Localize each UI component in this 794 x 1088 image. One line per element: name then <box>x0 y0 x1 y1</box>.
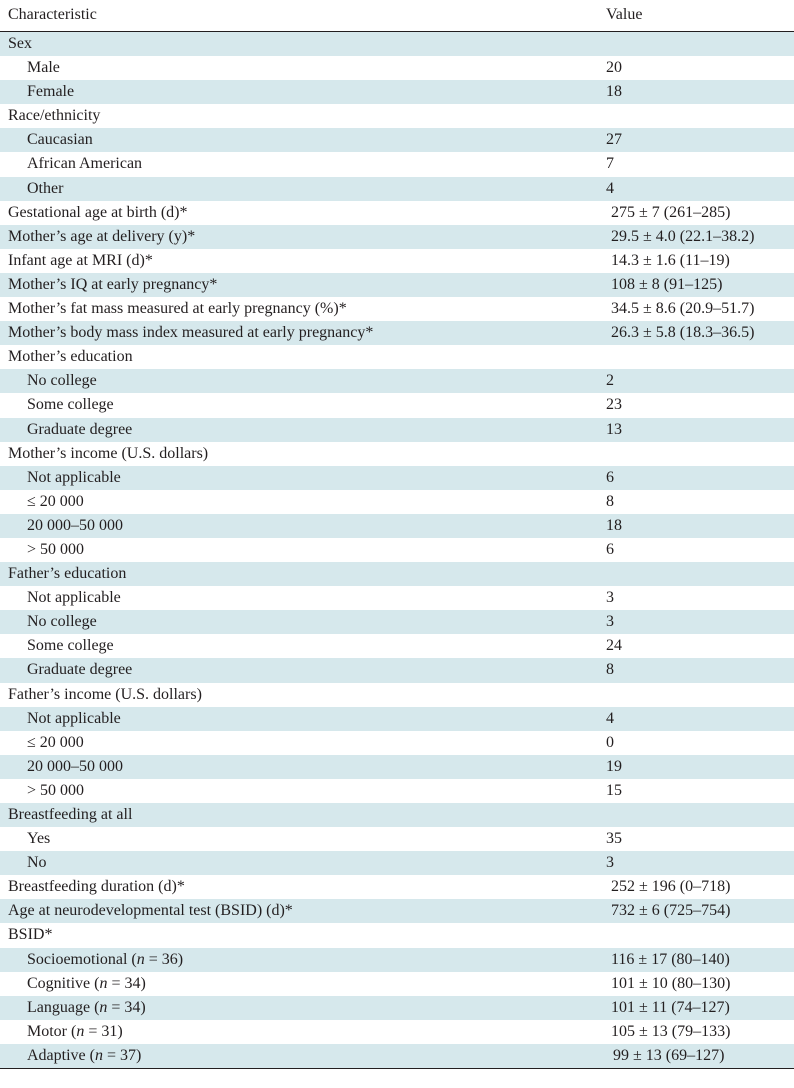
table-row <box>0 634 794 658</box>
row-label: BSID* <box>8 926 53 944</box>
row-value: 252 ± 196 (0–718) <box>611 878 731 896</box>
row-value: 7 <box>606 155 614 173</box>
row-value: 0 <box>606 733 614 751</box>
table-row <box>0 345 794 369</box>
table-row <box>0 177 794 201</box>
table-row <box>0 610 794 634</box>
row-label: > 50 000 <box>27 781 85 799</box>
table-body <box>0 32 794 1068</box>
row-label: Infant age at MRI (d)* <box>8 251 153 269</box>
row-value: 3 <box>606 613 614 631</box>
row-value: 14.3 ± 1.6 (11–19) <box>611 251 730 269</box>
table-row <box>0 273 794 297</box>
table-row <box>0 466 794 490</box>
row-label: Some college <box>27 637 114 655</box>
table-row <box>0 562 794 586</box>
row-value: 24 <box>606 637 622 655</box>
row-label: Mother’s age at delivery (y)* <box>8 227 196 245</box>
row-value: 19 <box>606 757 622 775</box>
row-value: 34.5 ± 8.6 (20.9–51.7) <box>611 300 755 318</box>
row-value: 105 ± 13 (79–133) <box>611 1022 731 1040</box>
row-label: Yes <box>27 830 51 848</box>
table-row <box>0 707 794 731</box>
row-value: 35 <box>606 830 622 848</box>
table-row <box>0 948 794 972</box>
table-row <box>0 899 794 923</box>
row-value: 18 <box>606 516 622 534</box>
row-value: 3 <box>606 589 614 607</box>
row-label: Sex <box>8 35 32 52</box>
table-row <box>0 996 794 1020</box>
table-row <box>0 369 794 393</box>
row-value: 26.3 ± 5.8 (18.3–36.5) <box>611 324 755 342</box>
row-value: 15 <box>606 781 622 799</box>
table-row <box>0 827 794 851</box>
table-row <box>0 1044 794 1068</box>
row-value: 18 <box>606 83 622 101</box>
row-label: Other <box>27 179 64 197</box>
row-value: 23 <box>606 396 622 414</box>
table-row <box>0 490 794 514</box>
row-label: Motor (n = 31) <box>27 1022 123 1040</box>
table-row <box>0 538 794 562</box>
table-row <box>0 152 794 176</box>
table-row <box>0 321 794 345</box>
row-label: Mother’s education <box>8 348 133 366</box>
table-row <box>0 56 794 80</box>
row-label: No <box>27 854 47 872</box>
row-value: 20 <box>606 59 622 77</box>
row-value: 2 <box>606 372 614 390</box>
row-label: Breastfeeding duration (d)* <box>8 878 185 896</box>
table-row <box>0 803 794 827</box>
table-row <box>0 923 794 947</box>
header-value: Value <box>606 6 643 23</box>
row-label: Breastfeeding at all <box>8 806 133 823</box>
row-label: Language (n = 34) <box>27 998 146 1016</box>
table-row <box>0 755 794 779</box>
row-label: Mother’s income (U.S. dollars) <box>8 444 209 462</box>
table-row <box>0 875 794 899</box>
row-value: 29.5 ± 4.0 (22.1–38.2) <box>611 227 755 245</box>
row-label: ≤ 20 000 <box>27 733 84 751</box>
row-label: Caucasian <box>27 131 93 149</box>
table-row <box>0 104 794 128</box>
row-label: Age at neurodevelopmental test (BSID) (d)* <box>8 902 293 920</box>
row-label: Not applicable <box>27 589 121 607</box>
row-label: Socioemotional (n = 36) <box>27 950 184 968</box>
table-row <box>0 80 794 104</box>
row-value: 101 ± 10 (80–130) <box>611 974 731 992</box>
row-label: Some college <box>27 396 114 414</box>
row-label: Cognitive (n = 34) <box>27 974 146 992</box>
row-label: Mother’s body mass index measured at early pregnancy* <box>8 324 374 342</box>
row-value: 116 ± 17 (80–140) <box>611 950 730 968</box>
table-row <box>0 972 794 996</box>
row-label: Father’s income (U.S. dollars) <box>8 685 202 703</box>
row-label: > 50 000 <box>27 540 85 558</box>
row-value: 13 <box>606 420 622 438</box>
row-value: 6 <box>606 468 614 486</box>
row-label: Race/ethnicity <box>8 107 101 125</box>
row-label: No college <box>27 372 97 390</box>
table-row <box>0 297 794 321</box>
row-label: Adaptive (n = 37) <box>27 1046 142 1064</box>
row-label: Male <box>27 59 60 77</box>
table-row <box>0 442 794 466</box>
table-row <box>0 128 794 152</box>
table-row <box>0 731 794 755</box>
row-label: ≤ 20 000 <box>27 492 84 510</box>
row-value: 8 <box>606 661 614 679</box>
table-bottom-rule <box>0 1068 794 1069</box>
table-row <box>0 393 794 417</box>
table-row <box>0 32 794 56</box>
row-value: 6 <box>606 540 614 558</box>
table-row <box>0 201 794 225</box>
row-value: 3 <box>606 854 614 872</box>
row-label: 20 000–50 000 <box>27 516 123 534</box>
row-value: 732 ± 6 (725–754) <box>611 902 731 920</box>
table-row <box>0 658 794 682</box>
row-label: Graduate degree <box>27 420 133 438</box>
table-row <box>0 514 794 538</box>
row-label: No college <box>27 613 97 631</box>
table-row <box>0 249 794 273</box>
row-label: Female <box>27 83 75 101</box>
row-label: Not applicable <box>27 468 121 486</box>
table-row <box>0 851 794 875</box>
table-row <box>0 1020 794 1044</box>
header-characteristic: Characteristic <box>8 6 97 23</box>
row-label: Mother’s IQ at early pregnancy* <box>8 275 218 293</box>
row-value: 8 <box>606 492 614 510</box>
table-row <box>0 586 794 610</box>
table-row <box>0 418 794 442</box>
row-value: 4 <box>606 179 614 197</box>
row-value: 101 ± 11 (74–127) <box>611 998 730 1016</box>
table-row <box>0 683 794 707</box>
row-label: Gestational age at birth (d)* <box>8 203 188 221</box>
row-value: 275 ± 7 (261–285) <box>611 203 731 221</box>
row-value: 27 <box>606 131 622 149</box>
row-value: 108 ± 8 (91–125) <box>611 275 723 293</box>
table-row <box>0 779 794 803</box>
table-row <box>0 225 794 249</box>
row-label: 20 000–50 000 <box>27 757 123 775</box>
row-label: Graduate degree <box>27 661 133 679</box>
row-label: Not applicable <box>27 709 121 727</box>
row-label: Father’s education <box>8 565 127 583</box>
row-value: 4 <box>606 709 614 727</box>
table-header <box>0 0 794 32</box>
row-label: Mother’s fat mass measured at early pregnancy (%)* <box>8 300 347 318</box>
row-value: 99 ± 13 (69–127) <box>613 1046 725 1064</box>
row-label: African American <box>27 155 143 173</box>
